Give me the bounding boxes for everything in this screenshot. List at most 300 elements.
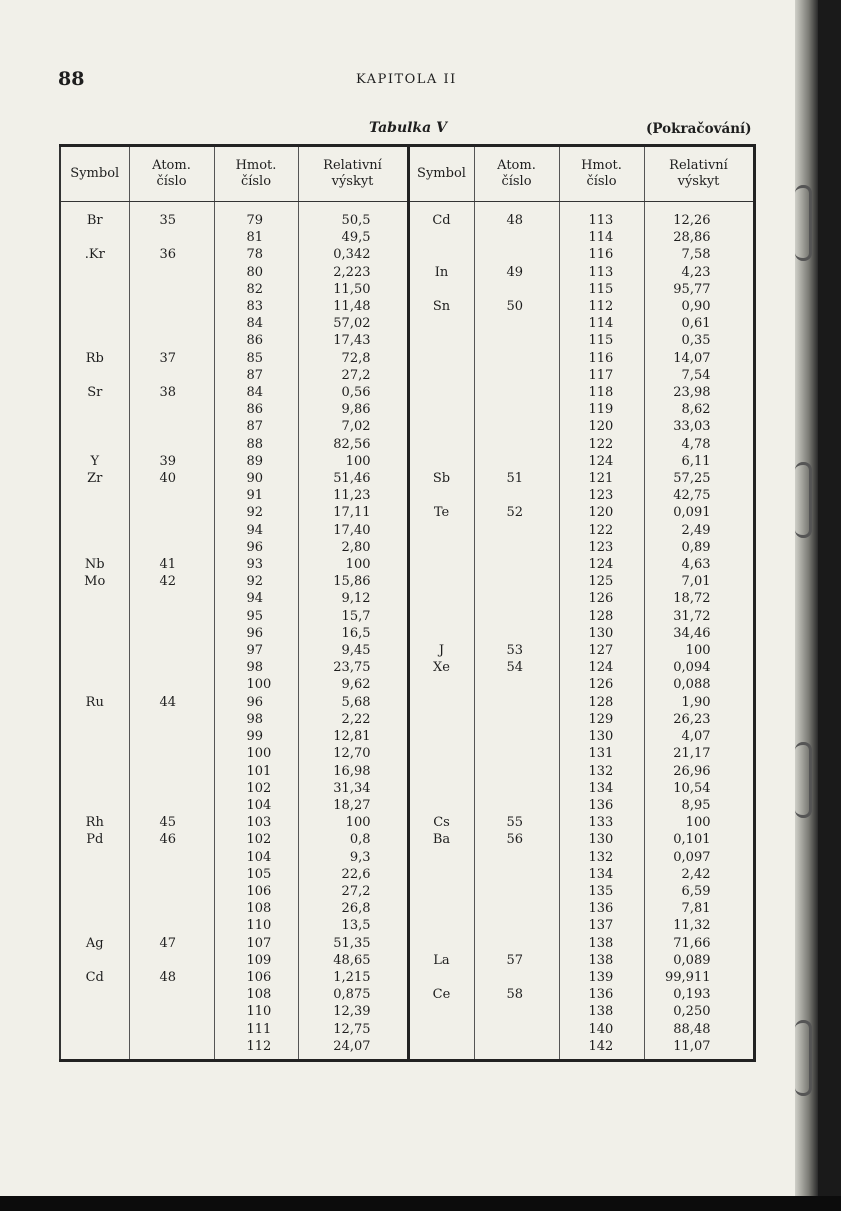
table-row — [60, 935, 754, 952]
cell-atomic-number — [129, 676, 214, 693]
cell-mass-number: 110 — [214, 917, 298, 934]
cell-mass-number-2: 124 — [559, 659, 644, 676]
cell-mass-number: 84 — [214, 315, 298, 332]
cell-abundance: 9,3 — [298, 849, 408, 866]
cell-symbol-2 — [408, 866, 474, 883]
cell-symbol-2: Ba — [408, 831, 474, 848]
cell-symbol — [60, 711, 129, 728]
binding-ring — [795, 1020, 812, 1096]
cell-atomic-number: 41 — [129, 556, 214, 573]
table-row — [60, 556, 754, 573]
cell-symbol: .Kr — [60, 246, 129, 263]
cell-abundance-2: 7,81 — [681, 901, 711, 917]
cell-mass-number: 87 — [214, 418, 298, 435]
cell-abundance: 15,86 — [298, 573, 408, 590]
cell-abundance: 27,2 — [298, 367, 408, 384]
cell-mass-number-2: 120 — [559, 504, 644, 521]
cell-mass-number-2: 137 — [559, 917, 644, 934]
cell-mass-number: 91 — [214, 487, 298, 504]
cell-symbol-2: Cd — [408, 202, 474, 230]
cell-symbol — [60, 487, 129, 504]
cell-atomic-number — [129, 401, 214, 418]
cell-symbol-2 — [408, 418, 474, 435]
cell-symbol — [60, 1038, 129, 1061]
table-body — [60, 202, 754, 1061]
binding-ring — [795, 185, 812, 261]
cell-atomic-number-2: 51 — [474, 470, 559, 487]
table-row — [60, 831, 754, 848]
cell-symbol — [60, 728, 129, 745]
cell-mass-number: 106 — [214, 969, 298, 986]
cell-mass-number: 79 — [214, 202, 298, 230]
cell-atomic-number: 37 — [129, 350, 214, 367]
cell-mass-number: 107 — [214, 935, 298, 952]
cell-atomic-number — [129, 436, 214, 453]
cell-symbol-2 — [408, 969, 474, 986]
cell-mass-number-2: 136 — [559, 900, 644, 917]
cell-symbol — [60, 866, 129, 883]
cell-symbol — [60, 418, 129, 435]
cell-atomic-number-2 — [474, 866, 559, 883]
cell-atomic-number — [129, 866, 214, 883]
cell-abundance: 9,12 — [298, 590, 408, 607]
table-row — [60, 504, 754, 521]
cell-atomic-number — [129, 900, 214, 917]
cell-symbol-2: Sb — [408, 470, 474, 487]
cell-atomic-number-2 — [474, 332, 559, 349]
table-row — [60, 883, 754, 900]
cell-symbol — [60, 332, 129, 349]
cell-abundance-2: 8,95 — [681, 797, 711, 813]
cell-abundance-2: 14,07 — [673, 350, 711, 366]
table-row — [60, 728, 754, 745]
cell-symbol-2 — [408, 590, 474, 607]
cell-mass-number-2: 117 — [559, 367, 644, 384]
cell-mass-number: 94 — [214, 522, 298, 539]
cell-atomic-number: 42 — [129, 573, 214, 590]
cell-abundance: 24,07 — [298, 1038, 408, 1061]
cell-atomic-number — [129, 1021, 214, 1038]
cell-abundance: 100 — [298, 453, 408, 470]
cell-symbol — [60, 590, 129, 607]
cell-mass-number-2: 129 — [559, 711, 644, 728]
table-row — [60, 969, 754, 986]
cell-abundance: 7,02 — [298, 418, 408, 435]
cell-mass-number-2: 135 — [559, 883, 644, 900]
cell-mass-number: 87 — [214, 367, 298, 384]
table-row — [60, 814, 754, 831]
cell-atomic-number — [129, 504, 214, 521]
cell-symbol — [60, 539, 129, 556]
cell-abundance-2: 7,58 — [681, 247, 711, 263]
cell-atomic-number-2 — [474, 797, 559, 814]
cell-atomic-number — [129, 608, 214, 625]
cell-abundance-2: 57,25 — [673, 471, 711, 487]
cell-symbol-2 — [408, 711, 474, 728]
cell-atomic-number-2 — [474, 367, 559, 384]
cell-atomic-number-2: 54 — [474, 659, 559, 676]
cell-symbol: Cd — [60, 969, 129, 986]
table-row — [60, 642, 754, 659]
cell-mass-number-2: 114 — [559, 229, 644, 246]
cell-atomic-number — [129, 797, 214, 814]
table-row — [60, 1038, 754, 1061]
cell-mass-number-2: 130 — [559, 831, 644, 848]
table-row — [60, 763, 754, 780]
cell-symbol — [60, 436, 129, 453]
cell-symbol — [60, 315, 129, 332]
cell-mass-number: 102 — [214, 780, 298, 797]
cell-mass-number-2: 113 — [559, 202, 644, 230]
cell-mass-number: 81 — [214, 229, 298, 246]
cell-symbol — [60, 229, 129, 246]
cell-atomic-number — [129, 659, 214, 676]
cell-abundance: 31,34 — [298, 780, 408, 797]
cell-atomic-number-2 — [474, 694, 559, 711]
cell-symbol — [60, 763, 129, 780]
cell-mass-number: 109 — [214, 952, 298, 969]
cell-abundance: 22,6 — [298, 866, 408, 883]
cell-mass-number-2: 130 — [559, 625, 644, 642]
cell-abundance-2: 0,094 — [673, 660, 711, 676]
cell-abundance: 12,81 — [298, 728, 408, 745]
table-row — [60, 849, 754, 866]
cell-abundance: 9,62 — [298, 676, 408, 693]
cell-symbol-2 — [408, 797, 474, 814]
cell-abundance: 18,27 — [298, 797, 408, 814]
cell-mass-number-2: 121 — [559, 470, 644, 487]
cell-atomic-number-2 — [474, 401, 559, 418]
cell-mass-number-2: 138 — [559, 1003, 644, 1020]
table-row — [60, 298, 754, 315]
cell-mass-number-2: 132 — [559, 849, 644, 866]
cell-symbol — [60, 264, 129, 281]
cell-mass-number-2: 118 — [559, 384, 644, 401]
cell-abundance-2: 11,07 — [673, 1038, 711, 1054]
cell-mass-number-2: 126 — [559, 590, 644, 607]
cell-abundance-2: 0,089 — [673, 952, 711, 968]
cell-abundance-2: 4,78 — [681, 436, 711, 452]
cell-abundance: 2,223 — [298, 264, 408, 281]
cell-abundance-2: 26,23 — [673, 711, 711, 727]
table-row — [60, 453, 754, 470]
cell-abundance: 100 — [298, 814, 408, 831]
cell-abundance: 15,7 — [298, 608, 408, 625]
cell-atomic-number: 44 — [129, 694, 214, 711]
cell-mass-number: 84 — [214, 384, 298, 401]
cell-symbol-2 — [408, 539, 474, 556]
cell-symbol — [60, 883, 129, 900]
binding-spine — [795, 0, 818, 1196]
cell-atomic-number-2 — [474, 849, 559, 866]
cell-atomic-number-2 — [474, 763, 559, 780]
cell-symbol-2 — [408, 780, 474, 797]
cell-abundance: 100 — [298, 556, 408, 573]
cell-symbol — [60, 504, 129, 521]
cell-symbol-2 — [408, 573, 474, 590]
cell-atomic-number-2 — [474, 883, 559, 900]
cell-symbol-2 — [408, 556, 474, 573]
cell-mass-number: 103 — [214, 814, 298, 831]
cell-symbol — [60, 401, 129, 418]
table-continued-note: (Pokračování) — [646, 121, 752, 137]
cell-abundance: 51,35 — [298, 935, 408, 952]
cell-abundance-2: 0,091 — [673, 505, 711, 521]
cell-atomic-number — [129, 849, 214, 866]
cell-mass-number: 80 — [214, 264, 298, 281]
cell-symbol-2: Ce — [408, 986, 474, 1003]
cell-symbol: Pd — [60, 831, 129, 848]
cell-mass-number: 98 — [214, 711, 298, 728]
cell-abundance-2: 11,32 — [673, 918, 711, 934]
cell-symbol-2 — [408, 608, 474, 625]
cell-mass-number-2: 119 — [559, 401, 644, 418]
cell-symbol: Ru — [60, 694, 129, 711]
cell-abundance-2: 0,89 — [681, 539, 711, 555]
col-header-relative-abundance: Relativní výskyt — [298, 146, 408, 202]
cell-atomic-number-2 — [474, 281, 559, 298]
cell-abundance: 13,5 — [298, 917, 408, 934]
cell-symbol — [60, 849, 129, 866]
cell-symbol: Br — [60, 202, 129, 230]
cell-symbol: Ag — [60, 935, 129, 952]
cell-abundance: 23,75 — [298, 659, 408, 676]
cell-mass-number: 104 — [214, 849, 298, 866]
cell-abundance-2: 28,86 — [673, 230, 711, 246]
cell-mass-number: 101 — [214, 763, 298, 780]
cell-symbol-2 — [408, 522, 474, 539]
cell-symbol-2 — [408, 694, 474, 711]
cell-mass-number-2: 125 — [559, 573, 644, 590]
cell-symbol — [60, 522, 129, 539]
cell-atomic-number-2 — [474, 522, 559, 539]
cell-atomic-number-2: 48 — [474, 202, 559, 230]
cell-atomic-number — [129, 332, 214, 349]
cell-abundance-2: 0,101 — [673, 832, 711, 848]
cell-atomic-number-2 — [474, 1038, 559, 1061]
cell-symbol: Sr — [60, 384, 129, 401]
cell-mass-number: 89 — [214, 453, 298, 470]
cell-abundance-2: 0,088 — [673, 677, 711, 693]
table-row — [60, 436, 754, 453]
cell-abundance-2: 10,54 — [673, 780, 711, 796]
cell-symbol-2 — [408, 883, 474, 900]
cell-atomic-number-2 — [474, 728, 559, 745]
table-row — [60, 917, 754, 934]
cell-mass-number-2: 127 — [559, 642, 644, 659]
cell-abundance-2: 7,54 — [681, 367, 711, 383]
cell-abundance-2: 2,49 — [681, 522, 711, 538]
cell-mass-number: 104 — [214, 797, 298, 814]
cell-mass-number: 83 — [214, 298, 298, 315]
table-header-row — [60, 146, 754, 202]
cell-abundance: 0,875 — [298, 986, 408, 1003]
cell-abundance: 49,5 — [298, 229, 408, 246]
table-row — [60, 350, 754, 367]
cell-mass-number-2: 138 — [559, 935, 644, 952]
cell-mass-number: 92 — [214, 504, 298, 521]
cell-abundance-2: 33,03 — [673, 419, 711, 435]
cell-abundance: 17,43 — [298, 332, 408, 349]
cell-atomic-number — [129, 1038, 214, 1061]
cell-atomic-number-2: 56 — [474, 831, 559, 848]
chapter-title: KAPITOLA II — [356, 72, 457, 87]
cell-abundance-2: 71,66 — [673, 935, 711, 951]
cell-symbol — [60, 281, 129, 298]
cell-atomic-number: 47 — [129, 935, 214, 952]
table-row — [60, 470, 754, 487]
cell-symbol — [60, 676, 129, 693]
cell-symbol-2 — [408, 350, 474, 367]
cell-symbol-2: J — [408, 642, 474, 659]
cell-mass-number: 108 — [214, 986, 298, 1003]
cell-mass-number: 100 — [214, 745, 298, 762]
col-header-atomic-number: Atom. číslo — [129, 146, 214, 202]
cell-abundance-2: 0,90 — [681, 299, 711, 315]
cell-mass-number-2: 139 — [559, 969, 644, 986]
table-row — [60, 711, 754, 728]
cell-abundance-2: 0,61 — [681, 316, 711, 332]
cell-mass-number: 88 — [214, 436, 298, 453]
cell-symbol — [60, 367, 129, 384]
cell-mass-number-2: 128 — [559, 608, 644, 625]
cell-symbol-2 — [408, 315, 474, 332]
cell-atomic-number — [129, 487, 214, 504]
cell-atomic-number — [129, 229, 214, 246]
cell-symbol-2 — [408, 745, 474, 762]
cell-abundance-2: 0,250 — [673, 1004, 711, 1020]
cell-atomic-number — [129, 780, 214, 797]
cell-abundance: 0,56 — [298, 384, 408, 401]
table-row — [60, 367, 754, 384]
cell-abundance-2: 100 — [685, 815, 711, 831]
cell-symbol-2 — [408, 849, 474, 866]
cell-atomic-number — [129, 745, 214, 762]
cell-atomic-number — [129, 522, 214, 539]
cell-atomic-number-2 — [474, 608, 559, 625]
cell-symbol — [60, 780, 129, 797]
cell-abundance: 2,22 — [298, 711, 408, 728]
cell-abundance-2: 4,07 — [681, 729, 711, 745]
cell-symbol — [60, 900, 129, 917]
cell-symbol-2 — [408, 332, 474, 349]
cell-mass-number: 86 — [214, 332, 298, 349]
cell-mass-number-2: 136 — [559, 986, 644, 1003]
cell-mass-number-2: 115 — [559, 281, 644, 298]
cell-atomic-number — [129, 1003, 214, 1020]
cell-atomic-number-2 — [474, 436, 559, 453]
cell-symbol-2 — [408, 246, 474, 263]
cell-mass-number: 102 — [214, 831, 298, 848]
cell-mass-number-2: 126 — [559, 676, 644, 693]
cell-symbol-2 — [408, 401, 474, 418]
cell-abundance-2: 0,193 — [673, 987, 711, 1003]
col-header-symbol-2: Symbol — [408, 146, 474, 202]
cell-abundance-2: 88,48 — [673, 1021, 711, 1037]
cell-symbol-2 — [408, 763, 474, 780]
cell-mass-number: 90 — [214, 470, 298, 487]
table-row — [60, 418, 754, 435]
page-header — [58, 68, 758, 88]
table-row — [60, 590, 754, 607]
table-row — [60, 694, 754, 711]
binding-ring — [795, 462, 812, 538]
cell-atomic-number — [129, 281, 214, 298]
cell-abundance-2: 12,26 — [673, 213, 711, 228]
cell-atomic-number-2 — [474, 453, 559, 470]
cell-symbol: Rh — [60, 814, 129, 831]
cell-symbol: Y — [60, 453, 129, 470]
cell-symbol-2: Cs — [408, 814, 474, 831]
cell-abundance: 16,5 — [298, 625, 408, 642]
cell-atomic-number-2: 49 — [474, 264, 559, 281]
cell-mass-number-2: 124 — [559, 556, 644, 573]
cell-mass-number: 95 — [214, 608, 298, 625]
table-row — [60, 608, 754, 625]
cell-atomic-number — [129, 590, 214, 607]
cell-atomic-number — [129, 642, 214, 659]
cell-abundance: 11,50 — [298, 281, 408, 298]
cell-abundance-2: 31,72 — [673, 608, 711, 624]
table-row — [60, 315, 754, 332]
cell-mass-number-2: 136 — [559, 797, 644, 814]
cell-symbol-2: Sn — [408, 298, 474, 315]
cell-symbol — [60, 797, 129, 814]
cell-abundance: 11,48 — [298, 298, 408, 315]
cell-abundance: 82,56 — [298, 436, 408, 453]
table-caption: Tabulka V — [369, 120, 447, 136]
cell-abundance: 12,39 — [298, 1003, 408, 1020]
cell-symbol-2: Xe — [408, 659, 474, 676]
cell-atomic-number — [129, 986, 214, 1003]
cell-mass-number-2: 114 — [559, 315, 644, 332]
cell-abundance-2: 6,59 — [681, 883, 711, 899]
table-row — [60, 539, 754, 556]
cell-atomic-number-2: 52 — [474, 504, 559, 521]
cell-abundance-2: 18,72 — [673, 591, 711, 607]
cell-atomic-number-2 — [474, 711, 559, 728]
cell-abundance-2: 21,17 — [673, 746, 711, 762]
cell-symbol-2 — [408, 453, 474, 470]
cell-symbol-2 — [408, 728, 474, 745]
col-header-mass-number: Hmot. číslo — [214, 146, 298, 202]
cell-mass-number-2: 115 — [559, 332, 644, 349]
cell-mass-number-2: 130 — [559, 728, 644, 745]
cell-atomic-number-2 — [474, 539, 559, 556]
cell-atomic-number-2 — [474, 229, 559, 246]
cell-atomic-number: 36 — [129, 246, 214, 263]
cell-mass-number: 78 — [214, 246, 298, 263]
cell-mass-number: 108 — [214, 900, 298, 917]
cell-abundance: 57,02 — [298, 315, 408, 332]
cell-atomic-number-2 — [474, 573, 559, 590]
cell-mass-number-2: 122 — [559, 436, 644, 453]
cell-atomic-number-2 — [474, 625, 559, 642]
cell-atomic-number-2: 57 — [474, 952, 559, 969]
cell-atomic-number — [129, 298, 214, 315]
cell-mass-number: 96 — [214, 539, 298, 556]
cell-symbol-2 — [408, 625, 474, 642]
table-row — [60, 900, 754, 917]
table-row — [60, 625, 754, 642]
table-row — [60, 202, 754, 230]
table-row — [60, 780, 754, 797]
table-row — [60, 952, 754, 969]
cell-atomic-number-2 — [474, 780, 559, 797]
cell-mass-number-2: 128 — [559, 694, 644, 711]
cell-symbol-2 — [408, 1003, 474, 1020]
cell-atomic-number — [129, 367, 214, 384]
